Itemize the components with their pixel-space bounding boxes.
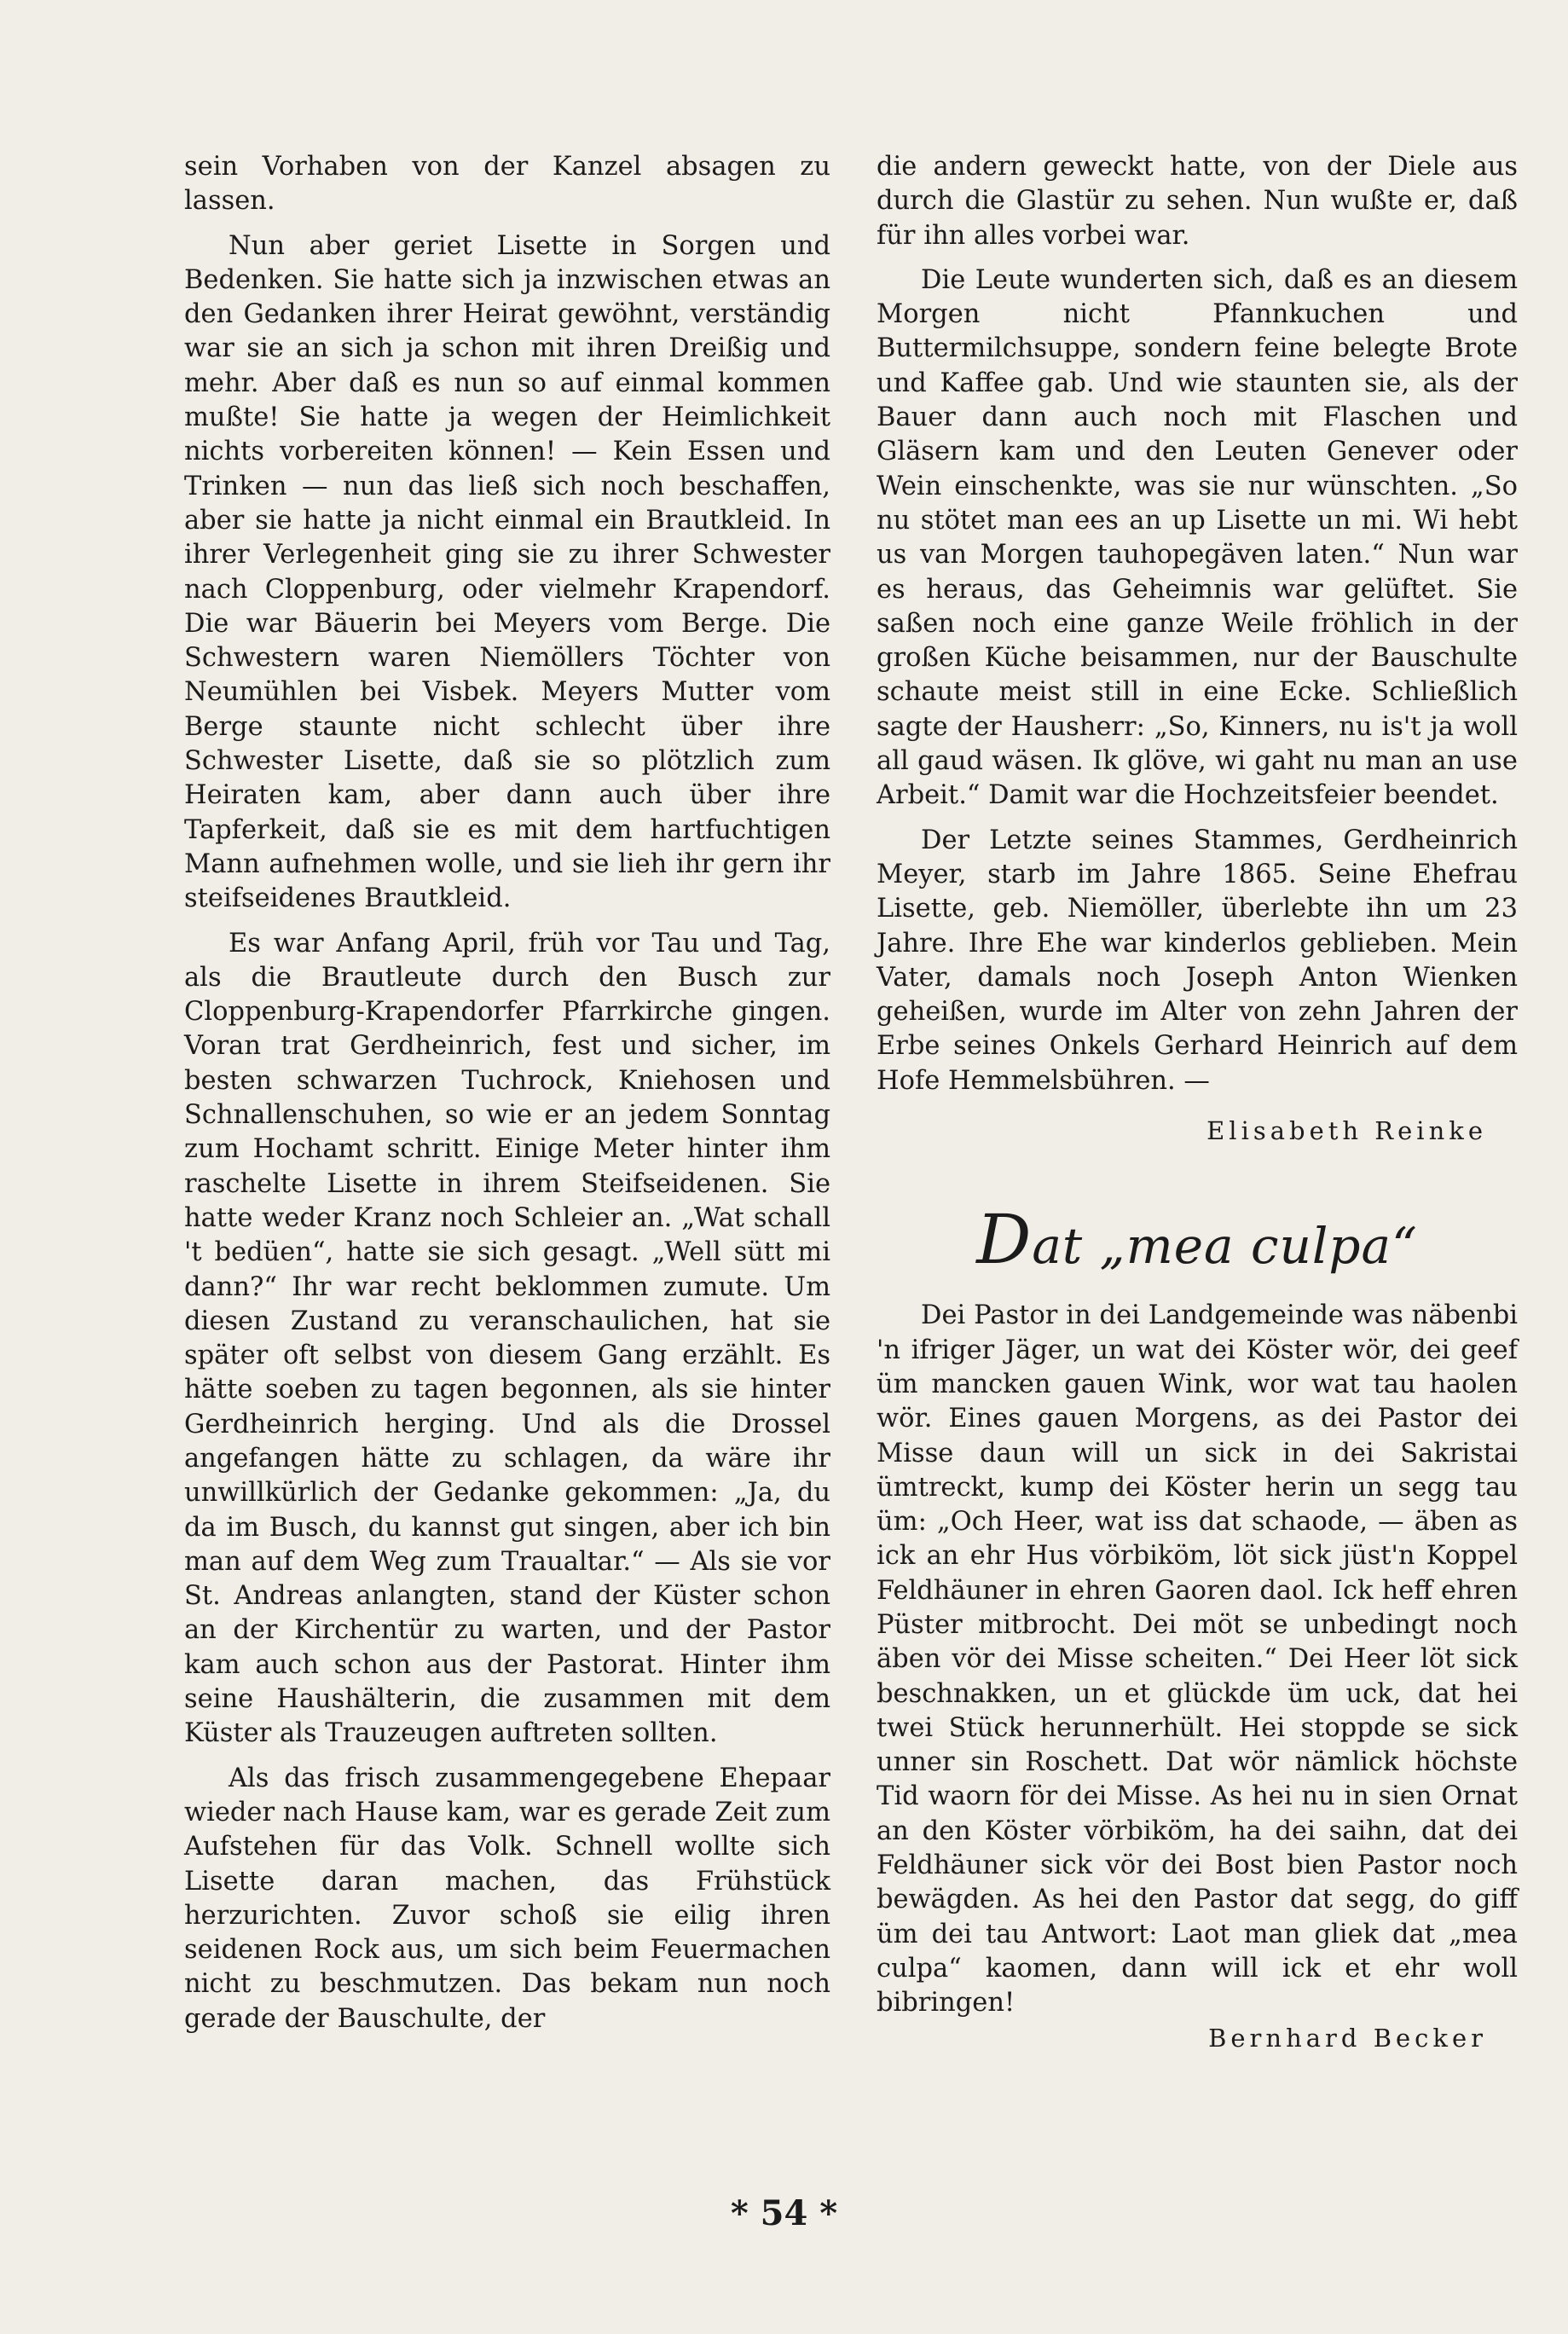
paragraph: Die Leute wunderten sich, daß es an diesem Morgen nicht Pfannkuchen und Buttermilchsuppe, sondern feine belegte Brote und Kaffee gab. Und wie staunten sie, als der Bauer dann auch noch mit Flaschen und Gläsern kam und den Leuten Genever oder Wein einschenkte, was sie nur wünschten. „So nu stötet man ees an up Lisette un mi. Wi hebt us van Morgen tauhopegäven laten.“ Nun war es heraus, das Geheimnis war gelüftet. Sie saßen noch eine ganze Weile fröhlich in der großen Küche beisammen, nur der Bauschulte schaute meist still in eine Ecke. Schließlich sagte der Hausherr: „So, Kinners, nu is't ja woll all gaud wäsen. Ik glöve, wi gaht nu man an use Arbeit.“ Damit war die Hochzeitsfeier beendet. (877, 264, 1518, 811)
paragraph: Der Letzte seines Stammes, Gerdheinrich Meyer, starb im Jahre 1865. Seine Ehefrau Lisette, geb. Niemöller, überlebte ihn um 23 Jahre. Ihre Ehe war kinderlos geblieben. Mein Vater, damals noch Joseph Anton Wienken geheißen, wurde im Alter von zehn Jahren der Erbe seines Onkels Gerhard Heinrich auf dem Hofe Hemmelsbühren. — (877, 825, 1518, 1096)
page-number: * 54 * (730, 2193, 838, 2233)
paragraph: Als das frisch zusammengegebene Ehepaar wieder nach Hause kam, war es gerade Zeit zum Aufstehen für das Volk. Schnell wollte sich Lisette daran machen, das Frühstück herzurichten. Zuvor schoß sie eilig ihren seidenen Rock aus, um sich beim Feuermachen nicht zu beschmutzen. Das bekam nun noch gerade der Bauschulte, der (184, 1763, 830, 2034)
paragraph: die andern geweckt hatte, von der Diele aus durch die Glastür zu sehen. Nun wußte er, daß für ihn alles vorbei war. (877, 152, 1518, 251)
story-author: Bernhard Becker (1208, 2023, 1487, 2053)
paragraph: Nun aber geriet Lisette in Sorgen und Bedenken. Sie hatte sich ja inzwischen etwas an den Gedanken ihrer Heirat gewöhnt, verständig war sie an sich ja schon mit ihren Dreißig und mehr. Aber daß es nun so auf einmal kommen mußte! Sie hatte ja wegen der Heimlichkeit nichts vorbereiten können! — Kein Essen und Trinken — nun das ließ sich noch beschaffen, aber sie hatte ja nicht einmal ein Brautkleid. In ihrer Verlegenheit ging sie zu ihrer Schwester nach Cloppenburg, oder vielmehr Krapendorf. Die war Bäuerin bei Meyers vom Berge. Die Schwestern waren Niemöllers Töchter von Neumühlen bei Visbek. Meyers Mutter vom Berge staunte nicht schlecht über ihre Schwester Lisette, daß sie so plötzlich zum Heiraten kam, aber dann auch über ihre Tapferkeit, daß sie es mit dem hartfuchtigen Mann aufnehmen wolle, und sie lieh ihr gern ihr steifseidenes Brautkleid. (184, 230, 830, 914)
article-author: Elisabeth Reinke (1206, 1116, 1487, 1146)
paragraph: Es war Anfang April, früh vor Tau und Tag, als die Brautleute durch den Busch zur Cloppenburg-Krapendorfer Pfarrkirche gingen. Voran trat Gerdheinrich, fest und sicher, im besten schwarzen Tuchrock, Kniehosen und Schnallenschuhen, so wie er an jedem Sonntag zum Hochamt schritt. Einige Meter hinter ihm raschelte Lisette in ihrem Steifseidenen. Sie hatte weder Kranz noch Schleier an. „Wat schall 't bedüen“, hatte sie sich gesagt. „Well sütt mi dann?“ Ihr war recht beklommen zumute. Um diesen Zustand zu veranschaulichen, hat sie später oft selbst von diesem Gang erzählt. Es hätte soeben zu tagen begonnen, als sie hinter Gerdheinrich herging. Und als die Drossel angefangen hätte zu schlagen, da wäre ihr unwillkürlich der Gedanke gekommen: „Ja, du da im Busch, du kannst gut singen, aber ich bin man auf dem Weg zum Traualtar.“ — Als sie vor St. Andreas anlangten, stand der Küster schon an der Kirchentür zu warten, und der Pastor kam auch schon aus der Pastorat. Hinter ihm seine Haushälterin, die zusammen mit dem Küster als Trauzeugen auftreten sollten. (184, 928, 830, 1749)
story-text: Dei Pastor in dei Landgemeinde was näbenbi 'n ifriger Jäger, un wat dei Köster wör, dei geef üm mancken gauen Wink, wor wat tau haolen wör. Eines gauen Morgens, as dei Pastor dei Misse daun will un sick in dei Sakristai ümtreckt, kump dei Köster herin un segg tau üm: „Och Heer, wat iss dat schaode, — äben as ick an ehr Hus vörbiköm, löt sick jüst'n Koppel Feldhäuner in ehren Gaoren daol. Ick heff ehren Püster mitbrocht. Dei möt se unbedingt noch äben vör dei Misse scheiten.“ Dei Heer löt sick beschnakken, un et glückde üm uck, dat hei twei Stück herunnerhült. Hei stoppde se sick unner sin Roschett. Dat wör nämlick höchste Tid waorn för dei Misse. As hei nu in sien Ornat an den Köster vörbiköm, ha dei saihn, dat dei Feldhäuner sick vör dei Bost bien Pastor noch bewägden. As hei den Pastor dat segg, do giff üm dei tau Antwort: Laot man gliek dat „mea culpa“ kaomen, dann will ick et ehr woll bibringen! (877, 1300, 1518, 2018)
left-column (184, 150, 830, 2036)
right-column (877, 150, 1518, 2055)
paragraph: sein Vorhaben von der Kanzel absagen zu lassen. (184, 152, 830, 217)
story-title: Dat „mea culpa“ (976, 1200, 1418, 1280)
